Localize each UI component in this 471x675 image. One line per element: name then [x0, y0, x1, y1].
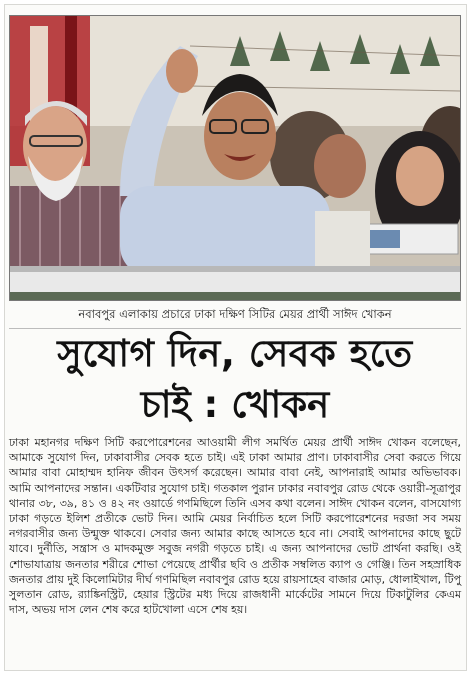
- rally-photo-illustration: [10, 16, 461, 301]
- newspaper-clipping: [4, 4, 467, 671]
- headline-line-2: চাই : খোকন: [140, 382, 330, 426]
- article-paragraph: ঢাকা মহানগর দক্ষিণ সিটি করপোরেশনের আওয়ামী লীগ সমর্থিত মেয়র প্রার্থী সাঈদ খোকন বলেছেন, আমাকে সুযোগ দিন, ঢাকাবাসীর সেবক হতে চাই। এই ঢাকা আমার প্রাণ। ঢাকাবাসীর সেবা করতে গিয়ে আমার বাবা মোহাম্মদ হানিফ জীবন উৎসর্গ করেছেন। আমার বাবা নেই, আপনারাই আমার অভিভাবক। আমি আপনাদের সন্তান। একটিবার সুযোগ চাই। গতকাল পুরান ঢাকার নবাবপুর রোড থেকে ওয়ারী-সূত্রাপুর থানার ৩৮, ৩৯, ৪১ ও ৪২ নং ওয়ার্ডে গণমিছিলে তিনি এসব কথা বলেন। সাঈদ খোকন বলেন, বাসযোগ্য ঢাকা গড়তে ইলিশ প্রতীকে ভোট দিন। আমি মেয়র নির্বাচিত হলে সিটি করপোরেশনের দরজা সব সময় নগরবাসীর জন্য উন্মুক্ত থাকবে। সেবার জন্য আমার কাছে আসতে হবে না। সেবাই আপনাদের কাছে ছুটে যাবে। দুর্নীতি, সন্ত্রাস ও মাদকমুক্ত সবুজ নগরী গড়তে চাই। এ জন্য আপনাদের ভোট প্রার্থনা করছি। ওই শোভাযাত্রায় জনতার শরীরে শোভা পেয়েছে প্রার্থীর ছবি ও প্রতীক সম্বলিত ক্যাপ ও গেঞ্জি। তিন সহস্রাধিক জনতার প্রায় দুই কিলোমিটার দীর্ঘ গণমিছিল নবাবপুর রোড হয়ে রায়সাহেব বাজার মোড়, ধোলাইখাল, টিপু সুলতান রোড, র‍্যাঙ্কিনস্ট্রিট, হেয়ার স্ট্রিটের মধ্য দিয়ে রাজধানী মার্কেটের সামনে দিয়ে টিকাটুলির কেএম দাস, অভয় দাস লেন শেষ করে হাটখোলা এসে শেষ হয়।: [9, 436, 461, 617]
- photo-caption: নবাবপুর এলাকায় প্রচারে ঢাকা দক্ষিণ সিটির মেয়র প্রার্থী সাঈদ খোকন: [9, 303, 461, 329]
- rally-photo: [9, 15, 461, 301]
- headline: [5, 332, 465, 426]
- article-body: [9, 435, 461, 617]
- headline-line-1: সুযোগ দিন, সেবক হতে: [57, 332, 413, 375]
